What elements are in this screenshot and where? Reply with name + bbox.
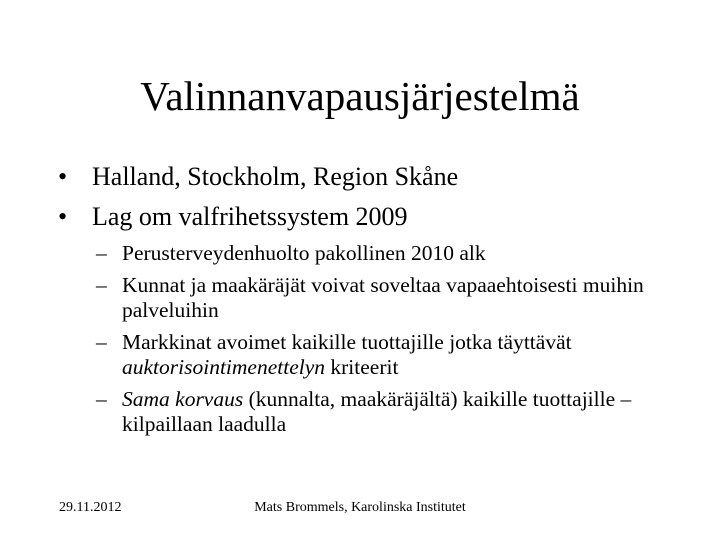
sub-bullet-italic: auktorisointimenettelyn — [122, 355, 326, 379]
footer-author: Mats Brommels, Karolinska Institutet — [254, 500, 466, 515]
sub-bullet-marker: – — [96, 386, 107, 411]
sub-bullet-marker: – — [96, 241, 107, 265]
bullet-item — [58, 160, 678, 194]
footer-date: 29.11.2012 — [59, 500, 122, 515]
sub-bullet-text: Kunnat ja maakäräjät voivat soveltaa vapaaehtoisesti muihin palveluihin — [122, 272, 644, 322]
bullet-marker: • — [58, 202, 68, 231]
sub-bullet-italic: Sama korvaus — [122, 386, 244, 411]
sub-bullet-item — [96, 273, 676, 324]
bullet-list — [58, 160, 678, 240]
sub-bullet-text: Perusterveydenhuolto pakollinen 2010 alk — [122, 241, 486, 265]
sub-bullet-text: (kunnalta, maakäräjältä) kaikille tuottajille – kilpaillaan laadulla — [122, 386, 632, 436]
bullet-marker: • — [58, 162, 68, 191]
sub-bullet-marker: – — [96, 272, 107, 297]
slide-title: Valinnanvapausjärjestelmä — [140, 73, 580, 119]
bullet-text: Lag om valfrihetssystem 2009 — [92, 202, 408, 231]
sub-bullet-marker: – — [96, 329, 107, 354]
bullet-text: Halland, Stockholm, Region Skåne — [92, 162, 459, 191]
sub-bullet-list — [96, 241, 676, 444]
sub-bullet-text: kriteerit — [325, 355, 399, 379]
sub-bullet-text: Markkinat avoimet kaikille tuottajille jotka täyttävät — [122, 329, 572, 354]
bullet-item — [58, 200, 678, 234]
sub-bullet-item — [96, 241, 676, 267]
sub-bullet-item — [96, 330, 676, 381]
sub-bullet-item — [96, 387, 676, 438]
